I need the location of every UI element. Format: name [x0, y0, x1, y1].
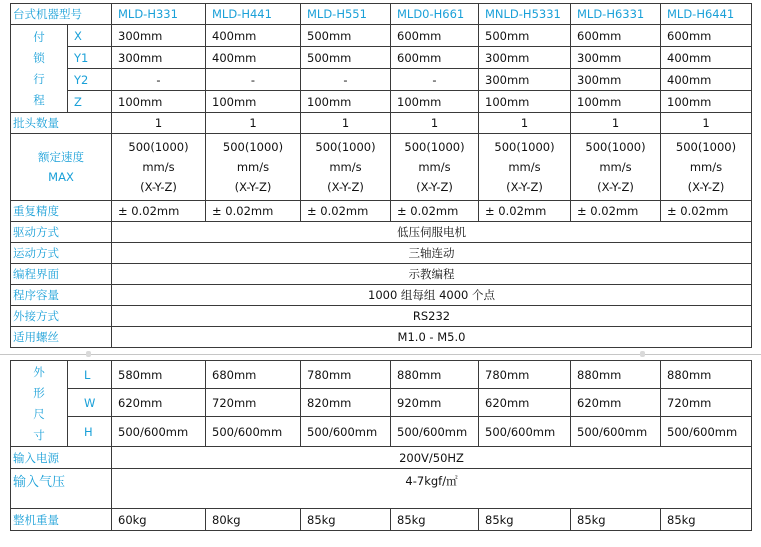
speed-line: mm/s	[418, 160, 451, 174]
model-name: MLD-H551	[301, 4, 391, 25]
dimension-value: 780mm	[301, 361, 391, 389]
travel-value: 100mm	[301, 91, 391, 113]
dimension-value: 500/600mm	[391, 417, 479, 447]
travel-value: 300mm	[479, 47, 571, 69]
travel-label-char: 锁	[33, 50, 45, 65]
power-label: 输入电源	[11, 447, 112, 469]
travel-value: 300mm	[112, 47, 206, 69]
speed-value	[571, 134, 661, 201]
power-row	[11, 447, 752, 469]
precision-value: ± 0.02mm	[661, 201, 752, 222]
heads-value: 1	[479, 113, 571, 134]
weight-value: 85kg	[391, 509, 479, 531]
dimension-axis: L	[68, 361, 112, 389]
dimension-label-char: 形	[33, 385, 45, 400]
dimension-value: 820mm	[301, 389, 391, 417]
spec-row	[11, 243, 752, 264]
power-value: 200V/50HZ	[112, 447, 752, 469]
speed-line: mm/s	[689, 160, 723, 174]
travel-value: -	[112, 69, 206, 91]
heads-row	[11, 113, 752, 134]
travel-value: -	[301, 69, 391, 91]
heads-value: 1	[571, 113, 661, 134]
speed-value	[206, 134, 301, 201]
dimension-label-char: 外	[33, 364, 45, 379]
model-name: MLD-H331	[112, 4, 206, 25]
travel-value: 500mm	[301, 25, 391, 47]
heads-value: 1	[206, 113, 301, 134]
speed-line: mm/s	[508, 160, 541, 174]
dimension-value: 620mm	[571, 389, 661, 417]
dimension-value: 500/600mm	[301, 417, 391, 447]
header-row	[11, 4, 752, 25]
travel-value: 100mm	[206, 91, 301, 113]
travel-value: 300mm	[112, 25, 206, 47]
speed-line: mm/s	[236, 160, 270, 174]
speed-line: (X-Y-Z)	[416, 180, 453, 194]
spec-value: M1.0 - M5.0	[112, 327, 752, 348]
speed-line: 500(1000)	[585, 140, 646, 154]
dimension-value: 580mm	[112, 361, 206, 389]
air-label: 输入气压	[11, 469, 112, 509]
travel-value: 400mm	[661, 47, 752, 69]
spec-value: 示教编程	[112, 264, 752, 285]
speed-line: mm/s	[142, 160, 175, 174]
speed-line: 500(1000)	[222, 140, 284, 154]
travel-value: 100mm	[661, 91, 752, 113]
travel-label	[11, 25, 68, 113]
weight-value: 85kg	[301, 509, 391, 531]
axis-label: Y2	[68, 69, 112, 91]
dimension-value: 500/600mm	[479, 417, 571, 447]
dimension-label-char: 寸	[33, 427, 45, 442]
model-name: MLD0-H661	[391, 4, 479, 25]
speed-value	[112, 134, 206, 201]
travel-label-char: 程	[33, 92, 45, 107]
spec-row	[11, 222, 752, 243]
speed-line: (X-Y-Z)	[597, 180, 634, 194]
dimension-row-w	[11, 389, 752, 417]
spec-row	[11, 306, 752, 327]
heads-value: 1	[661, 113, 752, 134]
speed-value	[301, 134, 391, 201]
travel-value: 300mm	[571, 47, 661, 69]
axis-label: Y1	[68, 47, 112, 69]
dimension-value: 720mm	[206, 389, 301, 417]
spec-row	[11, 285, 752, 306]
travel-label-char: 行	[33, 71, 45, 86]
travel-value: 500mm	[479, 25, 571, 47]
weight-value: 80kg	[206, 509, 301, 531]
speed-line: (X-Y-Z)	[687, 180, 725, 194]
travel-value: 600mm	[391, 25, 479, 47]
speed-line: 500(1000)	[128, 140, 189, 154]
travel-row-y1	[11, 47, 752, 69]
heads-value: 1	[391, 113, 479, 134]
travel-value: 600mm	[391, 47, 479, 69]
travel-value: 100mm	[571, 91, 661, 113]
heads-value: 1	[112, 113, 206, 134]
air-row	[11, 469, 752, 509]
travel-value: 600mm	[571, 25, 661, 47]
dimension-value: 720mm	[661, 389, 752, 417]
travel-value: -	[391, 69, 479, 91]
heads-label: 批头数量	[11, 113, 112, 134]
spec-row	[11, 264, 752, 285]
model-header-label: 台式机器型号	[11, 4, 112, 25]
dimension-row-l	[11, 361, 752, 389]
air-value: 4-7kgf/㎡	[112, 469, 752, 509]
spec-table-lower	[10, 360, 752, 531]
travel-value: 400mm	[206, 25, 301, 47]
axis-label: X	[68, 25, 112, 47]
dimension-label-char: 尺	[33, 406, 45, 421]
precision-value: ± 0.02mm	[391, 201, 479, 222]
travel-value: 100mm	[391, 91, 479, 113]
divider-marker	[86, 351, 91, 357]
dimension-value: 620mm	[112, 389, 206, 417]
weight-label: 整机重量	[11, 509, 112, 531]
model-name: MLD-H441	[206, 4, 301, 25]
divider-marker	[640, 351, 645, 357]
dimension-value: 680mm	[206, 361, 301, 389]
speed-line: (X-Y-Z)	[506, 180, 543, 194]
speed-label	[11, 134, 112, 201]
speed-value	[661, 134, 752, 201]
speed-row	[11, 134, 752, 201]
travel-value: 300mm	[571, 69, 661, 91]
precision-value: ± 0.02mm	[206, 201, 301, 222]
weight-value: 85kg	[479, 509, 571, 531]
model-name: MLD-H6331	[571, 4, 661, 25]
dimension-value: 780mm	[479, 361, 571, 389]
travel-value: 400mm	[206, 47, 301, 69]
travel-value: 300mm	[479, 69, 571, 91]
weight-row	[11, 509, 752, 531]
spec-value: 低压伺服电机	[112, 222, 752, 243]
dimension-axis: W	[68, 389, 112, 417]
precision-value: ± 0.02mm	[479, 201, 571, 222]
model-name: MLD-H6441	[661, 4, 752, 25]
speed-line: 500(1000)	[494, 140, 555, 154]
speed-line: 500(1000)	[404, 140, 465, 154]
dimension-row-h	[11, 417, 752, 447]
precision-value: ± 0.02mm	[571, 201, 661, 222]
dimension-value: 920mm	[391, 389, 479, 417]
speed-line: mm/s	[599, 160, 632, 174]
spec-label: 外接方式	[11, 306, 112, 327]
spec-value: RS232	[112, 306, 752, 327]
weight-value: 85kg	[661, 509, 752, 531]
precision-row	[11, 201, 752, 222]
dimension-value: 500/600mm	[571, 417, 661, 447]
weight-value: 60kg	[112, 509, 206, 531]
precision-value: ± 0.02mm	[112, 201, 206, 222]
spec-label: 运动方式	[11, 243, 112, 264]
speed-line: mm/s	[329, 160, 362, 174]
dimension-axis: H	[68, 417, 112, 447]
dimension-value: 880mm	[661, 361, 752, 389]
section-divider	[0, 350, 761, 359]
speed-line: 500(1000)	[315, 140, 376, 154]
spec-value: 1000 组每组 4000 个点	[112, 285, 752, 306]
travel-value: 600mm	[661, 25, 752, 47]
spec-table-upper	[10, 3, 752, 348]
spec-row	[11, 327, 752, 348]
axis-label: Z	[68, 91, 112, 113]
travel-value: 500mm	[301, 47, 391, 69]
weight-value: 85kg	[571, 509, 661, 531]
spec-label: 编程界面	[11, 264, 112, 285]
travel-value: 400mm	[661, 69, 752, 91]
dimension-value: 500/600mm	[661, 417, 752, 447]
travel-value: 100mm	[479, 91, 571, 113]
dimension-label	[11, 361, 68, 447]
speed-value	[479, 134, 571, 201]
dimension-value: 880mm	[571, 361, 661, 389]
speed-line: (X-Y-Z)	[140, 180, 177, 194]
travel-label-char: 付	[33, 29, 45, 44]
spec-label: 驱动方式	[11, 222, 112, 243]
travel-row-x	[11, 25, 752, 47]
speed-label-line: 额定速度	[38, 150, 84, 164]
dimension-value: 620mm	[479, 389, 571, 417]
heads-value: 1	[301, 113, 391, 134]
speed-line: 500(1000)	[675, 140, 737, 154]
travel-value: 100mm	[112, 91, 206, 113]
spec-label: 适用螺丝	[11, 327, 112, 348]
speed-line: (X-Y-Z)	[234, 180, 272, 194]
model-name: MNLD-H5331	[479, 4, 571, 25]
dimension-value: 500/600mm	[112, 417, 206, 447]
spec-value: 三轴连动	[112, 243, 752, 264]
precision-value: ± 0.02mm	[301, 201, 391, 222]
dimension-value: 880mm	[391, 361, 479, 389]
speed-label-line: MAX	[48, 170, 74, 184]
divider-line	[0, 354, 761, 355]
travel-row-y2	[11, 69, 752, 91]
speed-line: (X-Y-Z)	[327, 180, 364, 194]
speed-value	[391, 134, 479, 201]
travel-row-z	[11, 91, 752, 113]
precision-label: 重复精度	[11, 201, 112, 222]
spec-label: 程序容量	[11, 285, 112, 306]
travel-value: -	[206, 69, 301, 91]
dimension-value: 500/600mm	[206, 417, 301, 447]
